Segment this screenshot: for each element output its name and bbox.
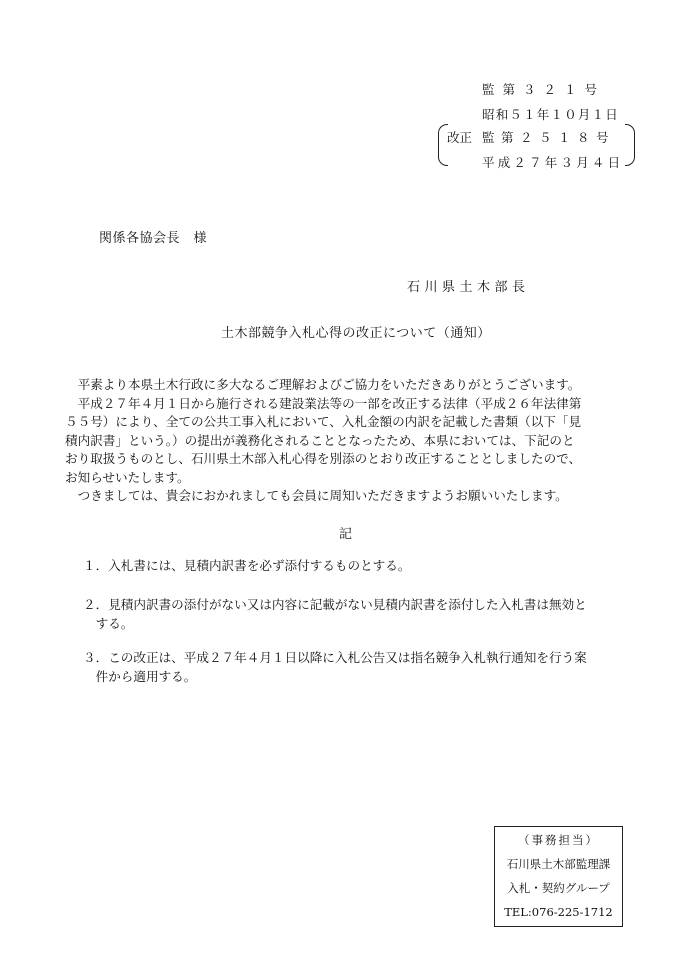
notice-heading: 記 [339,527,353,542]
revision-number: 監第２５１８号 [482,130,616,145]
contact-department: 石川県土木部監理課 [506,857,611,871]
contact-group: 入札・契約グループ [507,881,610,895]
revision-date: 平成２７年３月４日 [482,155,624,170]
contact-tel: TEL:076-225-1712 [504,905,613,919]
addressee: 関係各協会長 様 [99,231,208,246]
sender: 石川県土木部長 [407,280,530,295]
document-date: 昭和５１年１０月１日 [482,107,620,122]
contact-title: （事務担当） [518,833,599,847]
subject-title: 土木部競争入札心得の改正について（通知） [221,326,491,341]
revision-bracket-right [625,124,635,166]
contact-box [494,826,623,927]
revision-label: 改正 [447,130,473,145]
document-number: 監第３２１号 [482,82,606,97]
list-item: ２．見積内訳書の添付がない又は内容に記載がない見積内訳書を添付した入札書は無効と する。 [83,597,587,631]
body-paragraph: 平素より本県土木行政に多大なるご理解およびご協力をいただきありがとうございます。 平成２７年４月１日から施行される建設業法等の一部を改正する法律（平成２６年法律第 ５５号）により、全ての公共工事入札において、入札金額の内訳を記載した書類（以下「見 積内訳書」という。）の提出が義務化されることとなったため、本県においては、下記のと おり取扱うものとし、石川県土木部入札心得を別添のとおり改正することとしましたので、 お知らせいたします。 つきましては、貴会におかれましても会員に周知いただきますようお願いいたします。 [65,377,582,503]
list-item: ３．この改正は、平成２７年４月１日以降に入札公告又は指名競争入札執行通知を行う案 件から適用する。 [83,650,587,684]
list-item: １．入札書には、見積内訳書を必ず添付するものとする。 [83,558,411,573]
